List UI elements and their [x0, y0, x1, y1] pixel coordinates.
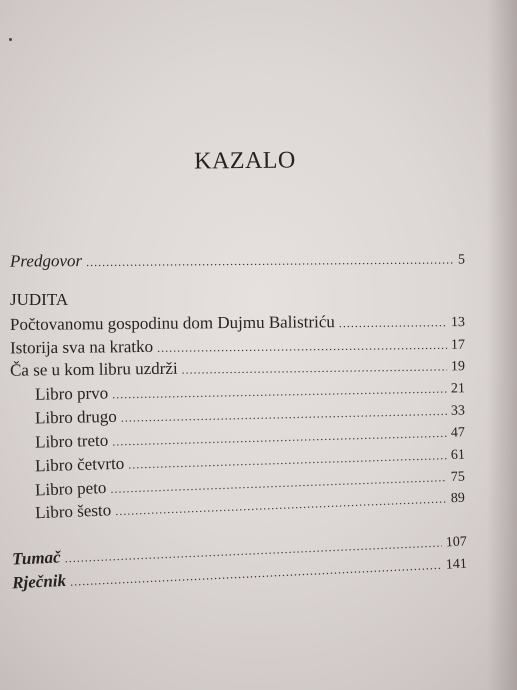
toc-page-number: 33: [450, 403, 466, 419]
toc-entry-label: Ča se u kom libru uzdrži: [9, 358, 178, 380]
toc-dot-leader: [112, 382, 447, 403]
toc-entry-ca-se: [10, 355, 465, 381]
page-speck: [9, 38, 12, 41]
toc-page-number: 5: [457, 252, 466, 268]
toc-entry-predgovor: [10, 248, 465, 271]
toc-entry-label: Libro peto: [34, 478, 107, 500]
toc-entry-label: Libro treto: [34, 430, 109, 452]
contents-title: KAZALO: [194, 147, 296, 175]
toc-entry-label: Rječnik: [11, 570, 67, 593]
toc-dot-leader: [182, 359, 448, 377]
toc-entry-label: Libro drugo: [34, 406, 117, 428]
toc-page-number: 141: [445, 556, 468, 573]
toc-dot-leader: [157, 338, 447, 356]
toc-dot-leader: [86, 252, 454, 270]
toc-page-number: 19: [450, 359, 466, 375]
toc-entry-label: Predgovor: [9, 251, 83, 271]
section-heading-judita: JUDITA: [10, 290, 69, 309]
toc-page-number: 107: [445, 534, 468, 551]
toc-page-number: 75: [450, 469, 466, 485]
toc-page-number: 89: [450, 490, 466, 507]
toc-page-number: 17: [450, 337, 466, 353]
toc-page-number: 13: [450, 315, 466, 331]
toc-entry-poctovanomu: [10, 311, 465, 335]
toc-entry-label: Libro prvo: [34, 383, 109, 404]
toc-entry-label: Tumač: [11, 547, 62, 569]
toc-page-number: 61: [450, 447, 466, 464]
toc-entry-label: Libro četvrto: [34, 453, 125, 476]
toc-entry-istorija: [10, 334, 465, 359]
toc-entry-label: Počtovanomu gospodinu dom Dujmu Balistriću: [9, 312, 335, 334]
toc-dot-leader: [339, 315, 447, 331]
page-edge-shadow: [487, 0, 517, 690]
toc-entry-label: Libro šesto: [34, 500, 112, 523]
toc-page-number: 47: [450, 425, 466, 441]
toc-page-number: 21: [450, 381, 466, 397]
toc-entry-label: Istorija sva na kratko: [9, 336, 154, 358]
